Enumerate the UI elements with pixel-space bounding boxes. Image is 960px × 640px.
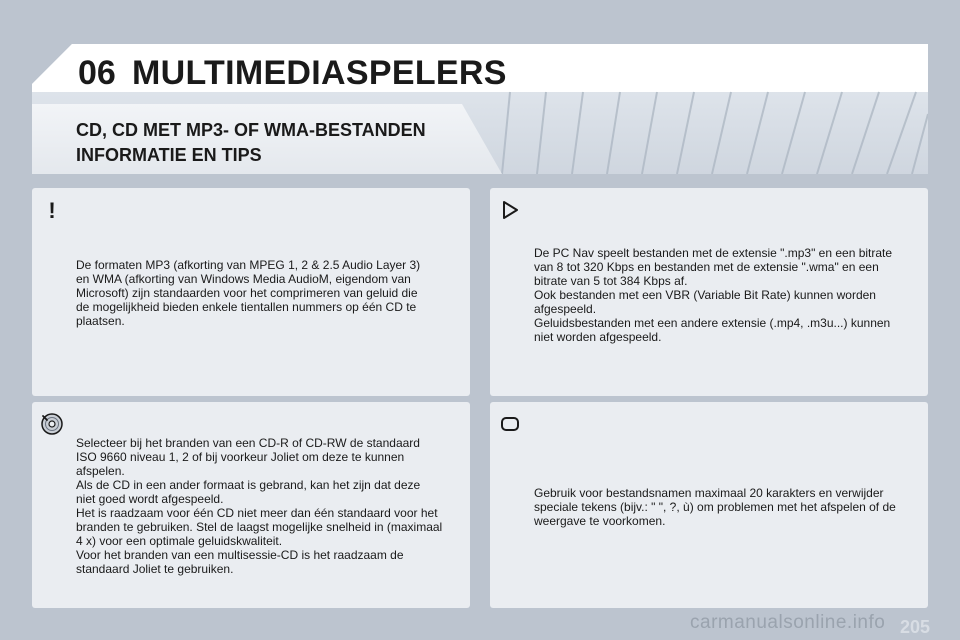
- text-line: Het is raadzaam voor één CD niet meer dan één standaard voor het: [76, 506, 438, 520]
- text-line: afgespeeld.: [534, 302, 597, 316]
- panel-text: [76, 436, 466, 576]
- panel-text: [534, 246, 914, 344]
- text-line: standaard Joliet te gebruiken.: [76, 562, 234, 576]
- disc-burn-icon: [40, 412, 64, 436]
- text-line: weergave te voorkomen.: [534, 514, 666, 528]
- page-number: 205: [899, 617, 930, 637]
- text-line: branden te gebruiken. Stel de laagst mogelijke snelheid in (maximaal: [76, 520, 443, 534]
- text-line: niet goed wordt afgespeeld.: [76, 492, 224, 506]
- panel-text: [76, 258, 456, 328]
- text-line: Selecteer bij het branden van een CD-R of CD-RW de standaard: [76, 436, 420, 450]
- text-line: ISO 9660 niveau 1, 2 of bij voorkeur Joliet om deze te kunnen: [76, 450, 405, 464]
- text-line: De PC Nav speelt bestanden met de extensie ".mp3" en een bitrate: [534, 246, 893, 260]
- watermark: carmanualsonline.info: [690, 612, 886, 633]
- warning-exclamation-icon: [40, 198, 64, 222]
- text-line: van 8 tot 320 Kbps en bestanden met de extensie ".wma" en een: [534, 260, 879, 274]
- text-line: Voor het branden van een multisessie-CD is het raadzaam de: [76, 548, 404, 562]
- info-panel-filenames: [490, 402, 928, 608]
- text-line: Geluidsbestanden met een andere extensie (.mp4, .m3u...) kunnen: [534, 316, 891, 330]
- info-panel-burning: [32, 402, 470, 608]
- text-line: afspelen.: [76, 464, 125, 478]
- text-line: Gebruik voor bestandsnamen maximaal 20 karakters en verwijder: [534, 486, 884, 500]
- text-line: en WMA (afkorting van Windows Media AudioM, eigendom van: [76, 272, 411, 286]
- play-triangle-icon: [498, 198, 522, 222]
- subtitle-line: INFORMATIE EN TIPS: [76, 145, 262, 165]
- chapter-title: MULTIMEDIASPELERS: [132, 54, 507, 92]
- rounded-rectangle-icon: [498, 412, 522, 436]
- panel-text: [534, 486, 918, 528]
- subtitle-line: CD, CD MET MP3- OF WMA-BESTANDEN: [76, 120, 426, 140]
- text-line: bitrate van 5 tot 384 Kbps af.: [534, 274, 688, 288]
- text-line: plaatsen.: [76, 314, 125, 328]
- text-line: 4 x) voor een optimale geluidskwaliteit.: [76, 534, 283, 548]
- info-panel-formats: [32, 188, 470, 396]
- text-line: Microsoft) zijn standaarden voor het comprimeren van geluid die: [76, 286, 418, 300]
- svg-text:!: !: [48, 199, 56, 221]
- text-line: de mogelijkheid bieden enkele tientallen nummers op één CD te: [76, 300, 417, 314]
- text-line: Ook bestanden met een VBR (Variable Bit Rate) kunnen worden: [534, 288, 876, 302]
- info-panel-playback: [490, 188, 928, 396]
- text-line: Als de CD in een ander formaat is gebrand, kan het zijn dat deze: [76, 478, 421, 492]
- text-line: niet worden afgespeeld.: [534, 330, 662, 344]
- text-line: De formaten MP3 (afkorting van MPEG 1, 2 & 2.5 Audio Layer 3): [76, 258, 421, 272]
- chapter-number: 06: [78, 54, 116, 92]
- section-subtitle: [76, 118, 426, 168]
- text-line: speciale tekens (bijv.: " ", ?, ù) om problemen met het afspelen of de: [534, 500, 896, 514]
